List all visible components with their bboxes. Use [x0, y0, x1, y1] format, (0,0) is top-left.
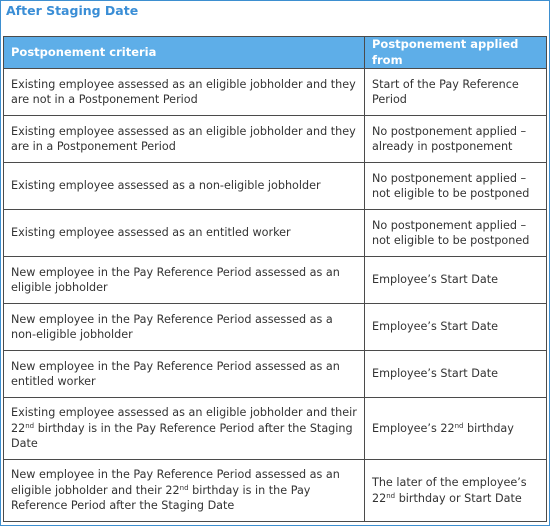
table-row — [4, 460, 547, 522]
criteria-cell: Existing employee assessed as an eligible jobholder and they are not in a Postponement Period — [4, 69, 365, 116]
table-row — [4, 163, 547, 210]
column-header-applied-from: Postponement applied from — [365, 37, 547, 69]
criteria-cell: Existing employee assessed as an entitled worker — [4, 210, 365, 257]
table-row — [4, 304, 547, 351]
criteria-cell: Existing employee assessed as an eligible jobholder and they are in a Postponement Period — [4, 116, 365, 163]
table-row — [4, 116, 547, 163]
applied-from-text: The later of the employee’s 22 — [372, 476, 527, 505]
criteria-cell: New employee in the Pay Reference Period assessed as a non-eligible jobholder — [4, 304, 365, 351]
applied-from-cell: No postponement applied – already in postponement — [365, 116, 547, 163]
applied-from-cell: Employee’s Start Date — [365, 257, 547, 304]
postponement-table — [3, 36, 547, 522]
table-row — [4, 351, 547, 398]
criteria-text: birthday is in the Pay Reference Period after the Staging Date — [11, 483, 311, 513]
applied-from-cell — [365, 398, 547, 460]
applied-from-cell: Start of the Pay Reference Period — [365, 69, 547, 116]
applied-from-cell: No postponement applied – not eligible to be postponed — [365, 163, 547, 210]
ordinal-suffix: nd — [386, 491, 396, 500]
criteria-text: New employee in the Pay Reference Period assessed as an eligible jobholder and their 22 — [11, 468, 340, 497]
criteria-cell: New employee in the Pay Reference Period assessed as an entitled worker — [4, 351, 365, 398]
ordinal-suffix: nd — [179, 483, 189, 492]
table-row — [4, 398, 547, 460]
ordinal-suffix: nd — [454, 421, 464, 430]
applied-from-cell — [365, 460, 547, 522]
criteria-text: birthday is in the Pay Reference Period after the Staging Date — [11, 421, 353, 451]
panel-title: After Staging Date — [6, 3, 139, 18]
applied-from-cell: Employee’s Start Date — [365, 304, 547, 351]
criteria-cell: New employee in the Pay Reference Period assessed as an eligible jobholder — [4, 257, 365, 304]
criteria-cell: Existing employee assessed as a non-eligible jobholder — [4, 163, 365, 210]
applied-from-text: Employee’s 22 — [372, 421, 455, 435]
applied-from-text: birthday — [463, 421, 514, 435]
criteria-cell — [4, 398, 365, 460]
criteria-text: Existing employee assessed as an eligible jobholder and their 22 — [11, 406, 357, 435]
applied-from-cell: Employee’s Start Date — [365, 351, 547, 398]
applied-from-cell: No postponement applied – not eligible to be postponed — [365, 210, 547, 257]
table-header-row — [4, 37, 547, 69]
table-row — [4, 210, 547, 257]
ordinal-suffix: nd — [25, 421, 35, 430]
column-header-criteria: Postponement criteria — [4, 37, 365, 69]
applied-from-text: birthday or Start Date — [395, 491, 522, 505]
criteria-cell — [4, 460, 365, 522]
table-row — [4, 69, 547, 116]
table-row — [4, 257, 547, 304]
